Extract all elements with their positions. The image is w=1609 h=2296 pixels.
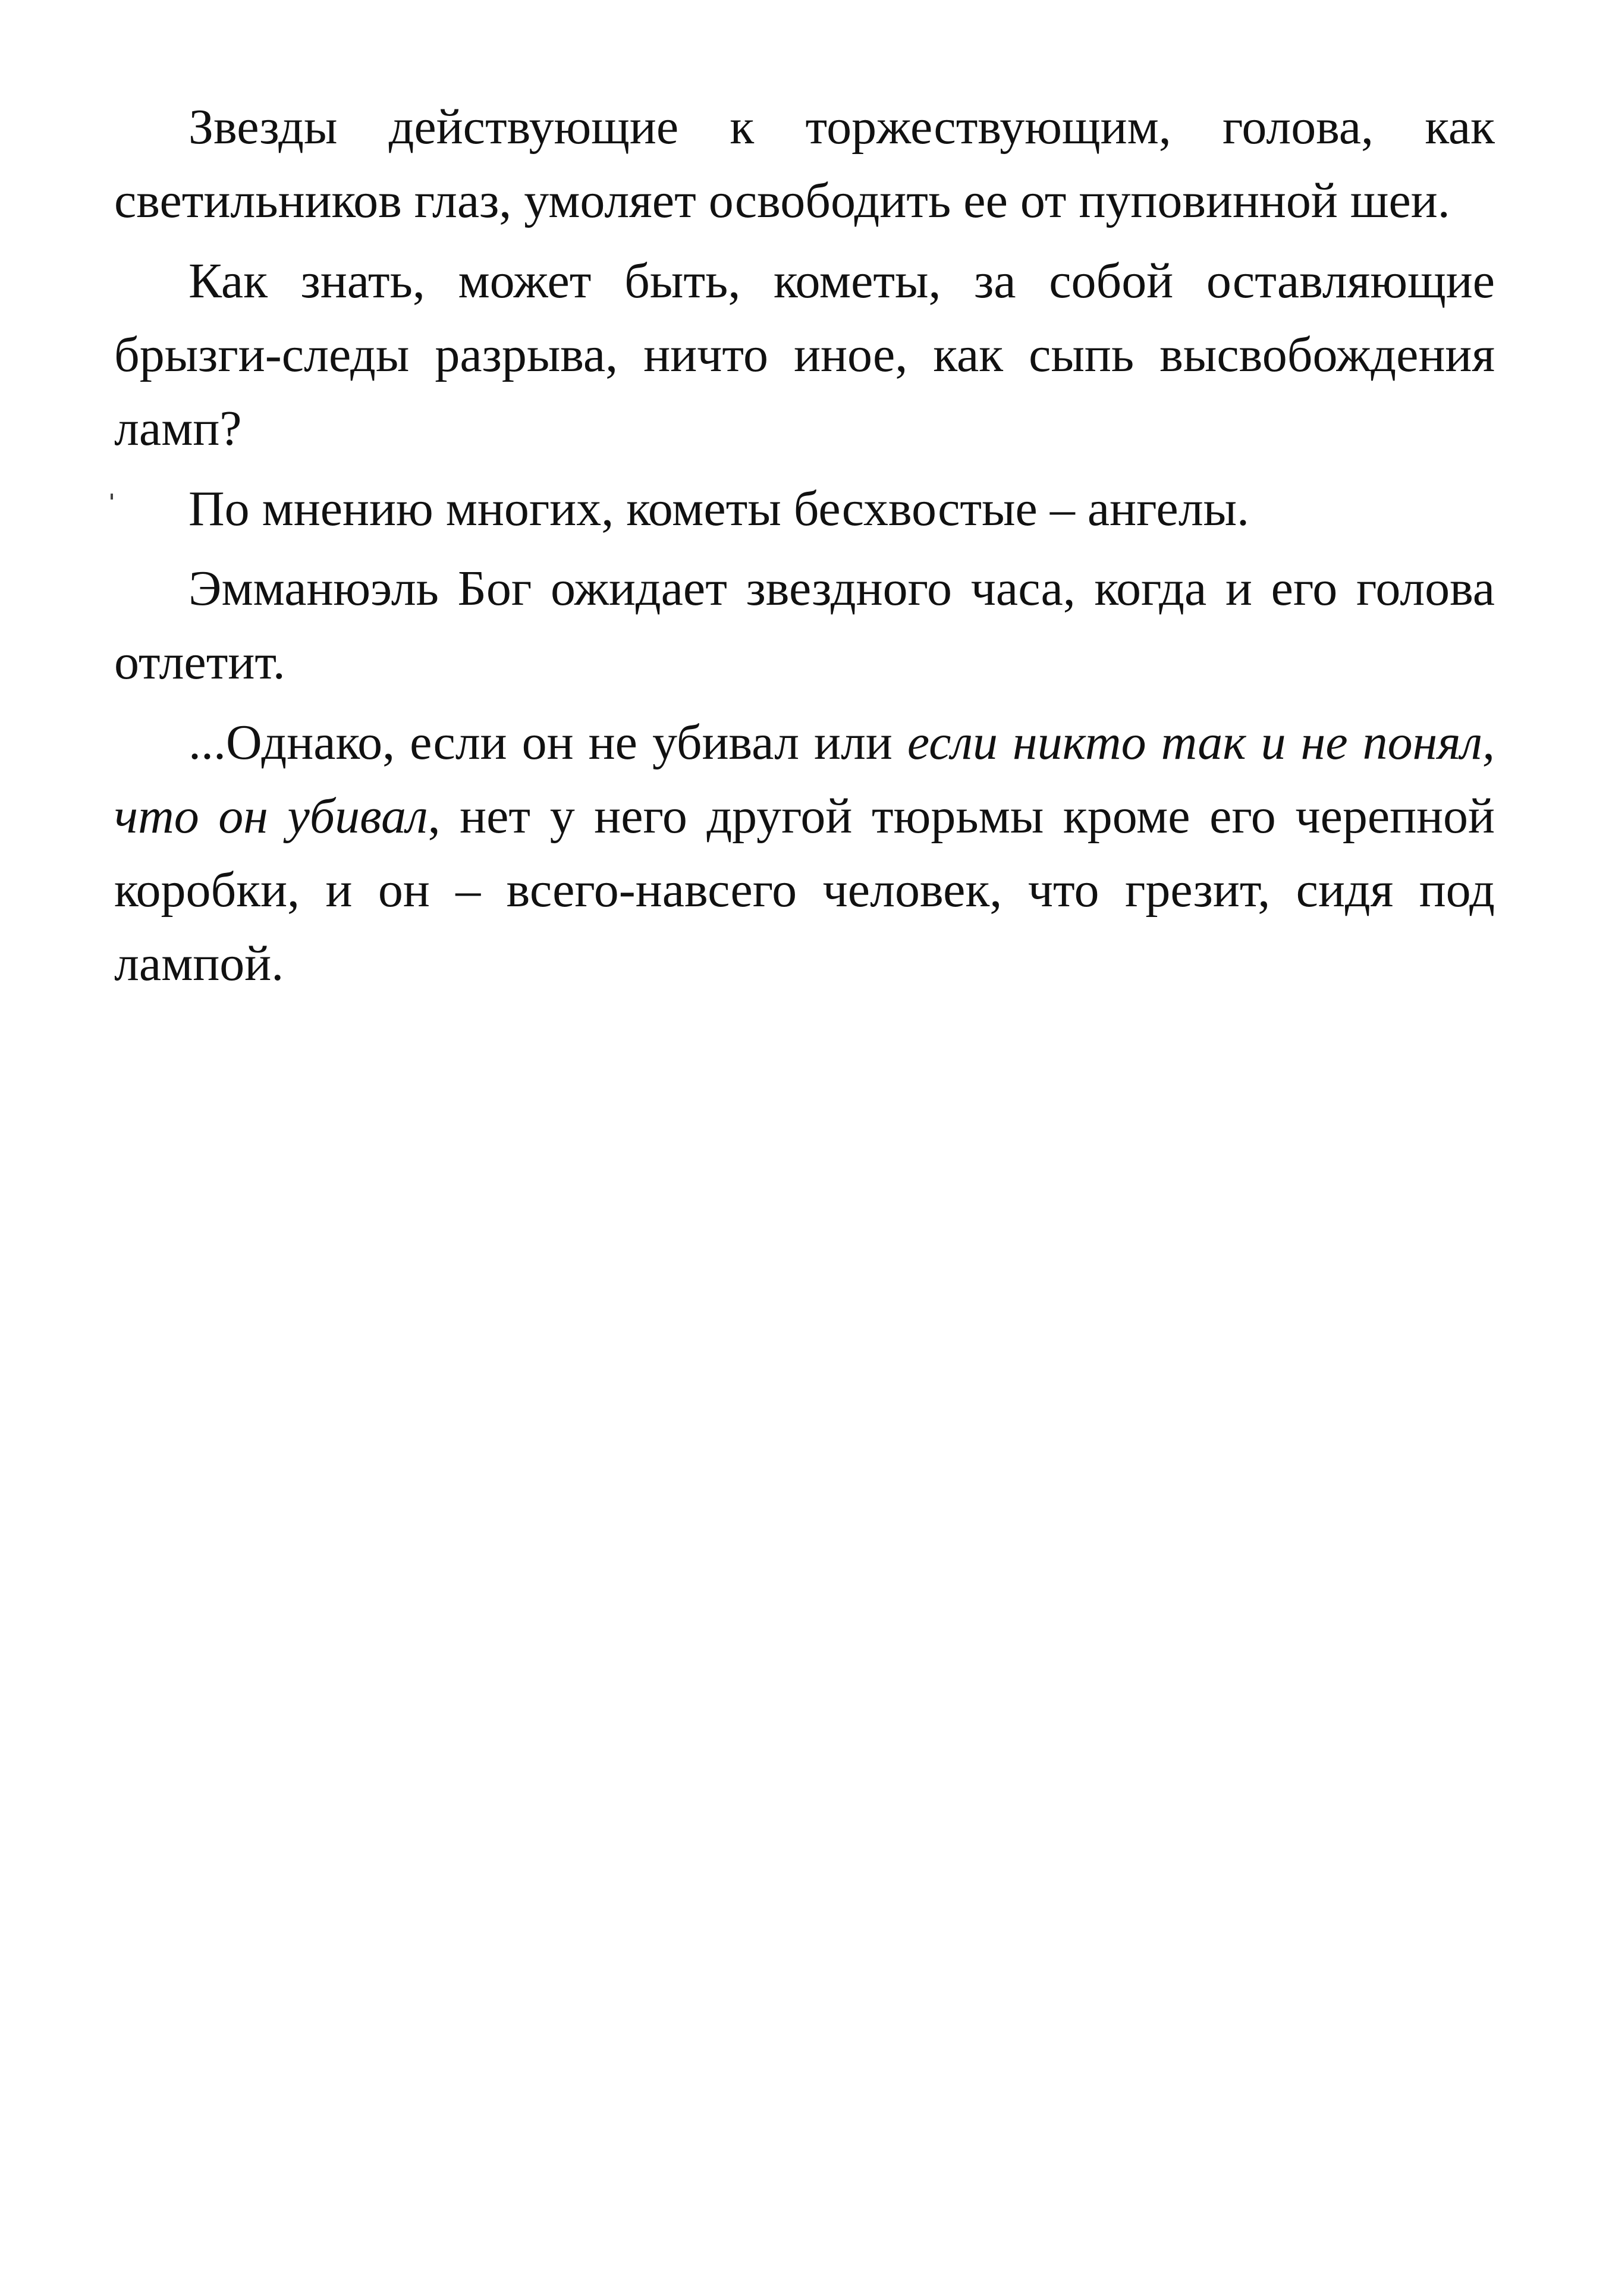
paragraph-italic-phrase: если никто так и не понял, что он убивал [114, 714, 1495, 844]
paragraph: По мнению многих, кометы бесхвостые – ангелы. [188, 480, 1250, 536]
scan-speck [111, 494, 113, 500]
document-page [114, 90, 1495, 1007]
paragraph: Звезды действующие к торжествующим, голова, как светильников глаз, умоляет освободить ее от пуповинной шеи. [114, 99, 1495, 229]
paragraph-lead: ...Однако, если он не убивал или [188, 714, 907, 770]
paragraph: Эмманюэль Бог ожидает звездного часа, когда и его голова отлетит. [114, 560, 1495, 690]
paragraph [114, 706, 1495, 1001]
paragraph-tail: , нет у него другой тюрьмы кроме его черепной коробки, и он – всего-навсего человек, что грезит, сидя под лампой. [114, 788, 1495, 992]
paragraph: Как знать, может быть, кометы, за собой оставляющие брызги-следы разрыва, ничто иное, как сыпь высвобождения ламп? [114, 253, 1495, 457]
